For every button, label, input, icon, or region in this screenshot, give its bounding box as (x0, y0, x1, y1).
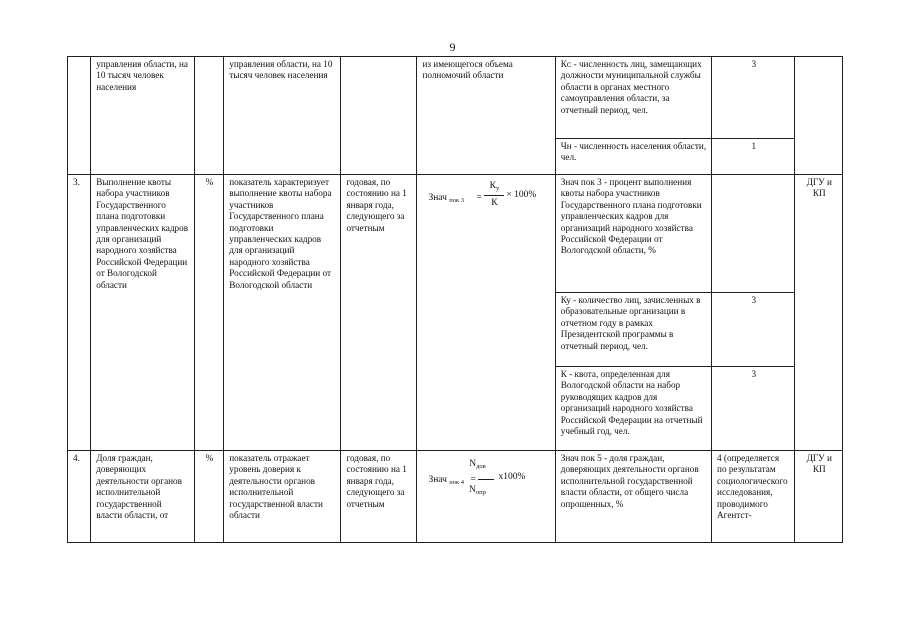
period-cell: годовая, по состоянию на 1 января года, следующего за отчетным (341, 451, 417, 543)
variable-cell: Знач пок 3 - процент выполнения квоты набора участников Государственного плана подготовки управленческих кадров для организаций народного хозяйства Российской Федерации от Вологодской области, % (555, 175, 711, 293)
table-row (68, 451, 843, 543)
formula-rhs: × 100% (506, 190, 537, 200)
source-cell: 1 (712, 139, 795, 175)
unit-cell: % (194, 175, 224, 451)
fraction-bar (484, 195, 504, 196)
formula-denominator: К (491, 198, 498, 208)
indicator-name-cell: Выполнение квоты набора участников Государственного плана подготовки управленческих кадров для организаций народного хозяйства Российской Федерации от Вологодской области (91, 175, 194, 451)
formula-lhs: Знач $_{пок 4}$ (428, 475, 465, 486)
description-cell: показатель характеризует выполнение квоты набора участников Государственного плана подготовки управленческих кадров для организаций народного хозяйства Российской Федерации от Вологодской области (224, 175, 341, 451)
variable-cell: К - квота, определенная для Вологодской области на набор руководящих кадров для организаций народного хозяйства Российской Федерации на отчетный учебный год, чел. (555, 367, 711, 451)
table-row (68, 175, 843, 293)
variable-cell: Знач пок 5 - доля граждан, доверяющих деятельности органов исполнительной государственной власти области, от общего числа опрошенных, % (555, 451, 711, 543)
page-number: 9 (449, 40, 456, 54)
source-cell: 3 (712, 367, 795, 451)
variable-cell: Ку - количество лиц, зачисленных в образовательные организации в отчетном году в рамках Президентской программы в отчетный период, чел. (555, 293, 711, 367)
source-cell: 3 (712, 57, 795, 139)
description-cell: показатель отражает уровень доверия к деятельности органов исполнительной государственной власти области (224, 451, 341, 543)
unit-cell (194, 57, 224, 175)
unit-cell: % (194, 451, 224, 543)
responsible-cell: ДГУ и КП (795, 175, 843, 451)
row-number-cell: 3. (68, 175, 91, 451)
period-cell (341, 57, 417, 175)
row-number-cell (68, 57, 91, 175)
source-cell: 4 (определяется по результатам социологического исследования, проводимого Агентст- (712, 451, 795, 543)
variable-cell: Чн - численность населения области, чел. (555, 139, 711, 175)
formula-quota (422, 181, 550, 221)
formula-cell (417, 175, 555, 451)
formula-trust (422, 455, 550, 501)
formula-denominator: $N_{опр}$ (469, 485, 486, 496)
formula-rhs: x100% (498, 472, 526, 482)
indicator-name-cell: Доля граждан, доверяющих деятельности органов исполнительной государственной власти области, от (91, 451, 194, 543)
period-cell: годовая, по состоянию на 1 января года, следующего за отчетным (341, 175, 417, 451)
formula-numerator: $К_у$ (489, 181, 500, 192)
responsible-cell (795, 57, 843, 175)
source-cell: 3 (712, 293, 795, 367)
formula-equals: = (476, 193, 482, 203)
formula-cell (417, 451, 555, 543)
variable-cell: Кᴄ - численность лиц, замещающих должности муниципальной службы области в органах местного самоуправления области, за отчетный период, чел. (555, 57, 711, 139)
responsible-cell: ДГУ и КП (795, 451, 843, 543)
formula-lhs: Знач $_{пок 3}$ (428, 193, 465, 204)
fraction-bar (478, 479, 494, 480)
formula-numerator: $N_{дов}$ (469, 459, 486, 470)
indicator-name-cell: управления области, на 10 тысяч человек населения (91, 57, 194, 175)
formula-cell: из имеющегося объема полномочий области (417, 57, 555, 175)
source-cell (712, 175, 795, 293)
description-cell: управления области, на 10 тысяч человек населения (224, 57, 341, 175)
table-row (68, 57, 843, 139)
row-number-cell: 4. (68, 451, 91, 543)
indicators-table (67, 56, 843, 543)
formula-equals: = (470, 475, 476, 485)
